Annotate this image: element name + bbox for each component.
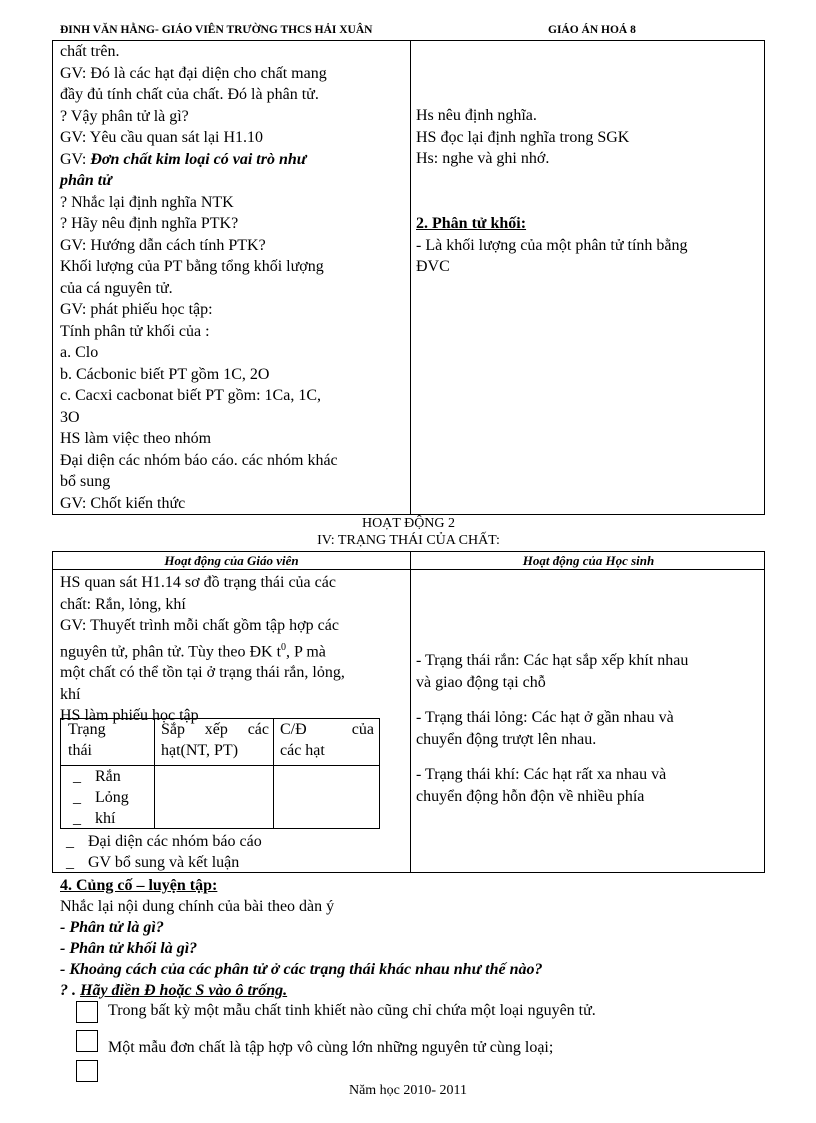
section-heading: 4. Củng cố – luyện tập: (60, 877, 218, 894)
bullet-text: GV bổ sung và kết luận (88, 854, 240, 871)
conclusion-bullets (66, 831, 786, 873)
text-span: , P mà (286, 642, 326, 660)
text-line: khí (60, 685, 81, 703)
header-text: thái (68, 742, 92, 759)
motion-header (280, 719, 374, 761)
header-author: ĐINH VĂN HẰNG- GIÁO VIÊN TRƯỜNG THCS HẢI XUÂN (60, 24, 373, 36)
state-label: khí (95, 810, 116, 827)
text-line: GV: Đó là các hạt đại diện cho chất mang (60, 64, 327, 82)
text-line: Hs: nghe và ghi nhớ. (416, 150, 550, 167)
text-line (60, 637, 403, 663)
text-line: và giao động tại chỗ (416, 673, 546, 691)
text-line: HS làm việc theo nhóm (60, 430, 212, 447)
column-divider (273, 719, 274, 828)
text-line: c. Cacxi cacbonat biết PT gồm: 1Ca, 1C, (60, 387, 321, 404)
text-line: chuyển động hỗn độn về nhiều phía (416, 787, 645, 805)
state-list (73, 766, 129, 829)
arrangement-header (161, 719, 269, 761)
column-divider (154, 719, 155, 828)
text-line: HS đọc lại định nghĩa trong SGK (416, 128, 630, 146)
text-line: chất: Rắn, lỏng, khí (60, 595, 186, 613)
answer-box-1[interactable] (76, 1001, 98, 1023)
statement-2: Một mẫu đơn chất là tập hợp vô cùng lớn những nguyên tử cùng loại; (108, 1039, 554, 1056)
text-line: ? Nhắc lại định nghĩa NTK (60, 193, 234, 211)
student-column (416, 650, 759, 807)
text-line: HS quan sát H1.14 sơ đồ trạng thái của các (60, 574, 336, 591)
header-text: của (351, 721, 374, 738)
text-span: GV: (60, 150, 91, 168)
text-line: b. Cácbonic biết PT gồm 1C, 2O (60, 365, 270, 383)
header-text: Trạng (68, 721, 106, 738)
text-line: - Trạng thái khí: Các hạt rất xa nhau và (416, 766, 667, 783)
review-question: - Khoảng cách của các phân tử ở các trạng thái khác nhau như thế nào? (60, 961, 543, 978)
text-line: GV: phát phiếu học tập: (60, 301, 213, 318)
text-line: 3O (60, 408, 80, 426)
text-line: ? Vậy phân tử là gì? (60, 107, 189, 125)
text-line: đầy đủ tính chất của chất. Đó là phân tử. (60, 86, 319, 103)
text-line: một chất có thể tồn tại ở trạng thái rắn, lỏng, (60, 664, 345, 682)
bullet-item: _ Đại diện các nhóm báo cáo (66, 833, 262, 850)
text-line: GV: Hướng dẫn cách tính PTK? (60, 236, 266, 254)
bullet-item: _ GV bổ sung và kết luận (66, 854, 240, 871)
state-label: Rắn (95, 768, 121, 785)
worksheet-table (60, 718, 380, 829)
emphasis-text: phân tử (60, 172, 112, 189)
text-line: a. Clo (60, 344, 99, 361)
emphasis-text: Đơn chất kim loại có vai trò như (90, 150, 307, 168)
review-question: - Phân tử là gì? (60, 919, 164, 936)
answer-box-3[interactable] (76, 1060, 98, 1082)
activity-title: HOẠT ĐỘNG 2 (361, 516, 456, 531)
statement-1: Trong bất kỳ một mẫu chất tinh khiết nào cũng chỉ chứa một loại nguyên tử. (108, 1002, 596, 1019)
text-span: nguyên tử, phân tử. Tùy theo ĐK t (60, 642, 282, 660)
text-line: Tính phân tử khối của : (60, 322, 210, 340)
text-line: Hs nêu định nghĩa. (416, 107, 537, 124)
student-column (416, 105, 759, 170)
text-line: Đại diện các nhóm báo cáo. các nhóm khác (60, 451, 338, 469)
molecular-mass-section (416, 213, 759, 278)
text-line: - Trạng thái rắn: Các hạt sắp xếp khít nhau (416, 652, 689, 669)
text-line: ? Hãy nêu định nghĩa PTK? (60, 215, 239, 232)
text-line: HS làm phiếu học tập (60, 707, 199, 725)
review-section (60, 875, 780, 1001)
column-divider (410, 41, 411, 514)
page-footer: Năm học 2010- 2011 (348, 1083, 468, 1098)
text-line: GV: Thuyết trình mỗi chất gồm tập hợp các (60, 617, 339, 634)
text-line: Nhắc lại nội dung chính của bài theo dàn ý (60, 898, 335, 915)
lesson-table-1 (52, 40, 765, 515)
text-line: GV: Yêu cầu quan sát lại H1.10 (60, 129, 264, 146)
header-divider (53, 569, 764, 570)
review-question (60, 980, 780, 1001)
answer-box-2[interactable] (76, 1030, 98, 1052)
text-line: bổ sung (60, 473, 111, 490)
activity-subtitle: IV: TRẠNG THÁI CỦA CHẤT: (317, 533, 500, 548)
header-text: C/Đ (280, 721, 307, 738)
bullet-text: Đại diện các nhóm báo cáo (88, 833, 262, 850)
text-line: GV: Chốt kiến thức (60, 494, 186, 512)
teacher-activity-header: Hoạt động của Giáo viên (164, 553, 299, 568)
text-line: chất trên. (60, 43, 120, 60)
header-subject: GIÁO ÁN HOÁ 8 (548, 24, 636, 36)
teacher-column (60, 41, 403, 514)
header-text: Sắp xếp các (161, 721, 269, 738)
state-item: _ Rắn (73, 768, 121, 785)
superscript: 0 (281, 641, 287, 653)
student-activity-header: Hoạt động của Học sinh (522, 553, 655, 568)
text-span: ? . (60, 982, 80, 999)
review-question: - Phân tử khối là gì? (60, 940, 198, 957)
state-item: _ Lỏng (73, 789, 129, 806)
state-item: _ khí (73, 810, 116, 827)
text-line: chuyển động trượt lên nhau. (416, 730, 597, 748)
header-text: hạt(NT, PT) (161, 742, 239, 759)
header-text: các hạt (280, 742, 325, 759)
text-line: Khối lượng của PT bằng tổng khối lượng (60, 258, 324, 275)
text-line: của cá nguyên tử. (60, 279, 173, 297)
text-line: ĐVC (416, 258, 450, 275)
text-line: - Trạng thái lỏng: Các hạt ở gần nhau và (416, 709, 674, 726)
state-header (68, 719, 106, 761)
text-span: Hãy điền Đ hoặc S vào ô trống. (80, 982, 288, 999)
column-divider (410, 552, 411, 872)
teacher-column (60, 572, 403, 727)
section-heading: 2. Phân tử khối: (416, 215, 527, 232)
text-line: - Là khối lượng của một phân tử tính bằng (416, 236, 688, 254)
state-label: Lỏng (95, 789, 129, 806)
text-line (60, 149, 403, 171)
page-header (60, 24, 760, 40)
